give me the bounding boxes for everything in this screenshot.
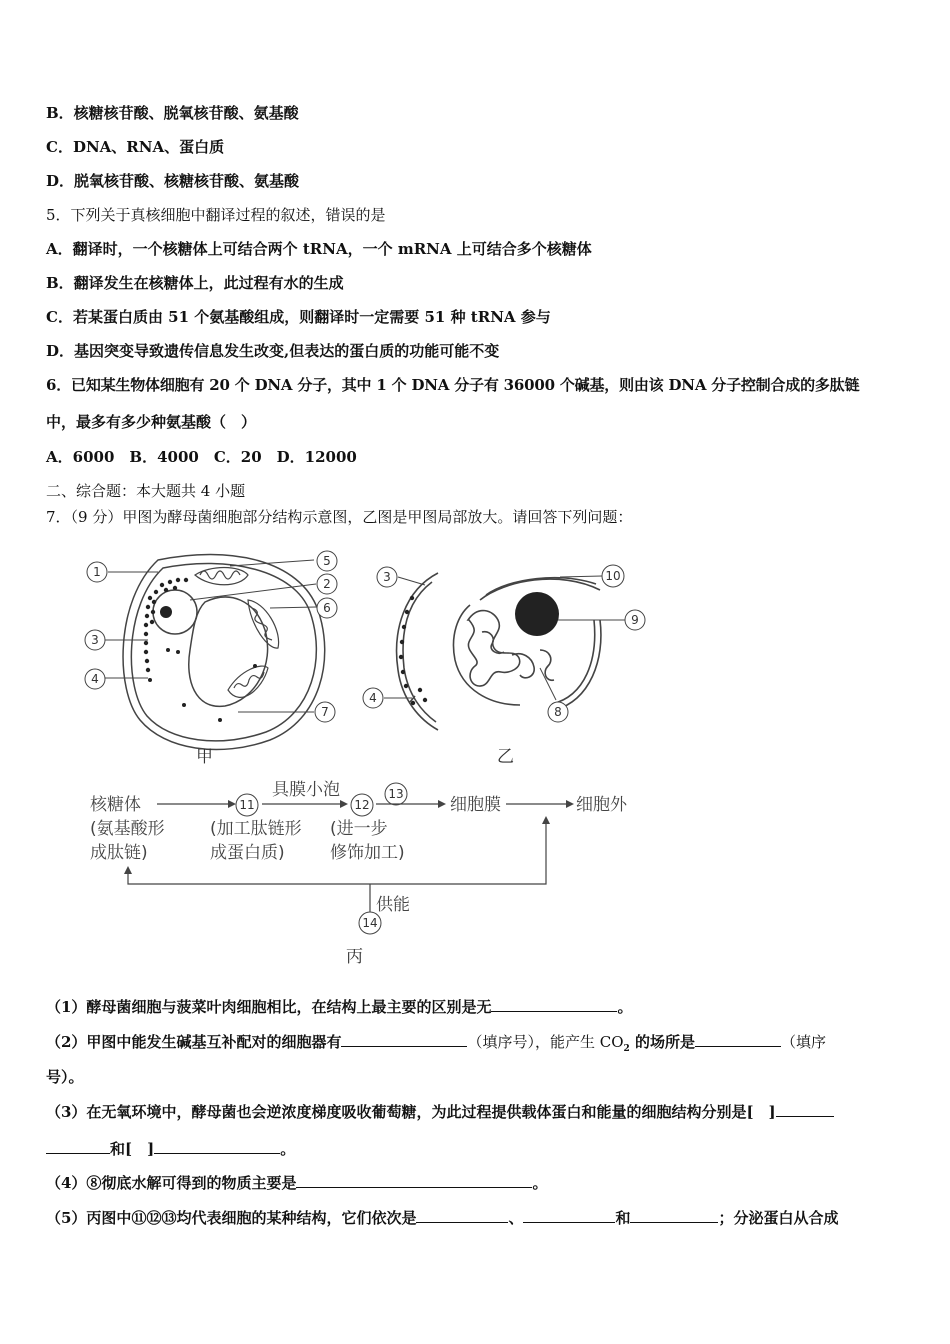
flow-diagram-bing <box>90 780 628 967</box>
q7-sub3: （3）在无氧环境中，酵母菌也会逆浓度梯度吸收葡萄糖，为此过程提供载体蛋白和能量的细胞结构分别是[ ] <box>46 1101 834 1122</box>
q6-options: A．6000 B．4000 C．20 D．12000 <box>46 448 357 466</box>
q5-stem: 5．下列关于真核细胞中翻译过程的叙述，错误的是 <box>46 206 386 224</box>
q5-option-b: B．翻译发生在核糖体上，此过程有水的生成 <box>46 274 344 292</box>
svg-text:成蛋白质): 成蛋白质) <box>210 843 285 863</box>
svg-text:7: 7 <box>321 705 329 719</box>
cell-jia-diagram <box>123 554 325 749</box>
q7-sub2: （2）甲图中能发生碱基互补配对的细胞器有 （填序号），能产生 $CO_2$ 的场所是 （填序 <box>46 1033 827 1054</box>
cell-jia-number-labels <box>85 551 337 722</box>
svg-text:细胞外: 细胞外 <box>576 795 627 815</box>
svg-text:核糖体: 核糖体 <box>90 795 141 815</box>
q5-option-a: A．翻译时，一个核糖体上可结合两个 tRNA，一个 mRNA 上可结合多个核糖体 <box>46 240 592 258</box>
section-2-heading: 二、综合题：本大题共 4 小题 <box>46 482 246 500</box>
svg-text:供能: 供能 <box>376 895 410 915</box>
svg-text:14: 14 <box>362 916 378 930</box>
answer-blank[interactable] <box>154 1139 280 1154</box>
q7-stem: 7．（9 分）甲图为酵母菌细胞部分结构示意图，乙图是甲图局部放大。请回答下列问题： <box>46 508 633 526</box>
svg-text:5: 5 <box>323 554 331 568</box>
answer-blank[interactable] <box>341 1032 467 1047</box>
svg-text:10: 10 <box>605 569 621 583</box>
svg-text:11: 11 <box>239 798 255 812</box>
answer-blank[interactable] <box>695 1032 781 1047</box>
svg-text:13: 13 <box>388 787 404 801</box>
svg-text:3: 3 <box>91 633 99 647</box>
q7-sub1: （1）酵母菌细胞与菠菜叶肉细胞相比，在结构上最主要的区别是无 。 <box>46 998 633 1016</box>
svg-text:(氨基酸形: (氨基酸形 <box>90 819 165 839</box>
svg-text:4: 4 <box>91 672 99 686</box>
q6-stem-line1: 6．已知某生物体细胞有 20 个 DNA 分子，其中 1 个 DNA 分子有 36000 个碱基，则由该 DNA 分子控制合成的多肽链 <box>46 376 860 394</box>
svg-text:12: 12 <box>354 798 370 812</box>
answer-blank[interactable] <box>46 1139 110 1154</box>
svg-text:(加工肽链形: (加工肽链形 <box>210 819 302 839</box>
q7-sub4: （4）⑧彻底水解可得到的物质主要是 。 <box>46 1174 548 1192</box>
svg-text:1: 1 <box>93 565 101 579</box>
svg-text:9: 9 <box>631 613 639 627</box>
svg-text:8: 8 <box>554 705 562 719</box>
svg-text:2: 2 <box>323 577 331 591</box>
q7-sub5: （5）丙图中⑪⑫⑬均代表细胞的某种结构，它们依次是 、 和 ；分泌蛋白从合成 <box>46 1209 839 1227</box>
cell-yi-ribosomes <box>399 592 559 705</box>
figure-label-jia: 甲 <box>196 747 213 767</box>
answer-blank[interactable] <box>491 997 617 1012</box>
q4-option-b: B．核糖核苷酸、脱氧核苷酸、氨基酸 <box>46 104 299 122</box>
svg-text:3: 3 <box>383 570 391 584</box>
answer-blank[interactable] <box>776 1102 834 1117</box>
answer-blank[interactable] <box>296 1173 532 1188</box>
cell-yi-diagram <box>397 573 601 730</box>
svg-text:4: 4 <box>369 691 377 705</box>
q4-option-c: C．DNA、RNA、蛋白质 <box>46 138 225 156</box>
q7-sub2-line2: 号）。 <box>46 1068 84 1086</box>
answer-blank[interactable] <box>523 1208 615 1223</box>
q5-option-c: C．若某蛋白质由 51 个氨基酸组成，则翻译时一定需要 51 种 tRNA 参与 <box>46 308 551 326</box>
svg-text:具膜小泡: 具膜小泡 <box>272 780 340 800</box>
figure-label-yi: 乙 <box>497 747 514 767</box>
q7-sub3-line2: 和[ ] 。 <box>46 1138 295 1159</box>
svg-text:成肽链): 成肽链) <box>90 843 148 863</box>
svg-text:修饰加工): 修饰加工) <box>330 843 405 863</box>
svg-text:6: 6 <box>323 601 331 615</box>
answer-blank[interactable] <box>416 1208 508 1223</box>
svg-text:细胞膜: 细胞膜 <box>450 795 501 815</box>
answer-blank[interactable] <box>630 1208 718 1223</box>
q5-option-d: D．基因突变导致遗传信息发生改变,但表达的蛋白质的功能可能不变 <box>46 342 500 360</box>
figure-label-bing: 丙 <box>346 947 363 967</box>
q4-option-d: D．脱氧核苷酸、核糖核苷酸、氨基酸 <box>46 172 300 190</box>
q6-stem-line2: 中，最多有多少种氨基酸（ ） <box>46 413 257 431</box>
svg-text:(进一步: (进一步 <box>330 819 388 839</box>
